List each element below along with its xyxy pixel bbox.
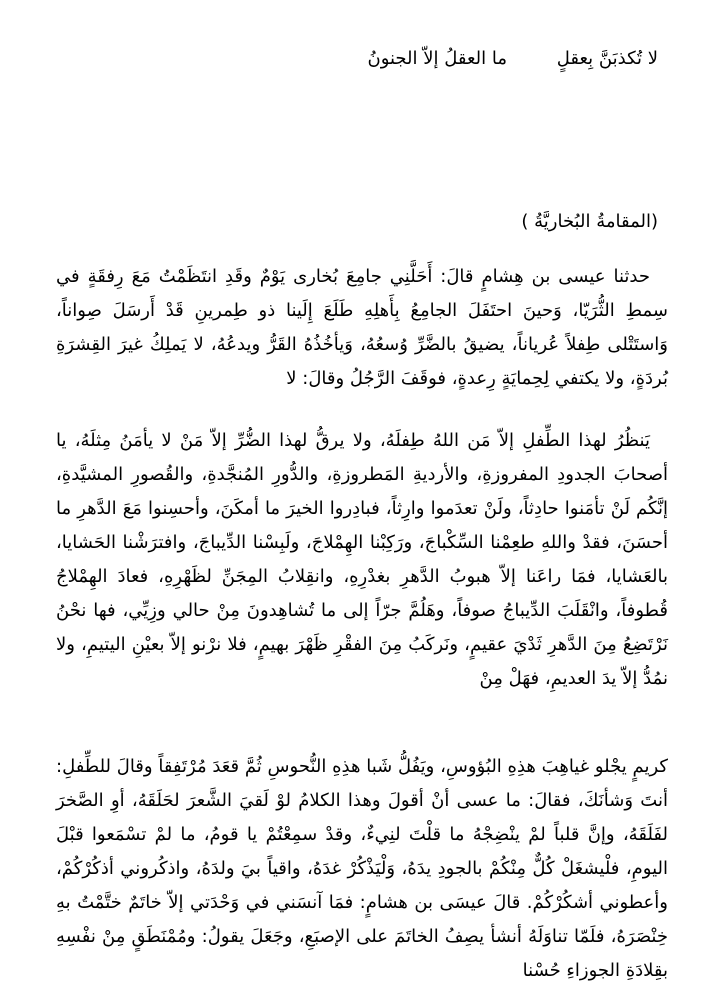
verse-second-hemistich: ما العقلُ إلاّ الجنونُ — [367, 48, 508, 69]
maqama-title: (المقامةُ البُخاريَّةُ ) — [521, 211, 658, 232]
opening-verse — [367, 44, 658, 74]
paragraph-3 — [56, 750, 668, 988]
paragraph-3-text: كريمٍ يجْلو غياهِبَ هذِهِ البُؤوسِ، ويَفُلُّ شَبا هذِهِ النُّحوسِ ثُمَّ قعَدَ مُرْتَفِقاً وقالَ للطِّفلِ: أنتَ وَشأنَكَ، فقالَ: ما عسى أنْ أقولَ وهذا الكلامُ لوْ لَقيَ الشَّعرَ لحَلَقَهُ، أوِ الصَّخرَ لفَلَقَهُ، وإنَّ قلباً لمْ ينْضِجْهُ ما قلْتَ لنِيءٌ، وقدْ سمِعْتُمْ يا قومُ، ما لمْ تسْمَعوا قبْلَ اليومِ، فلْيشغَلْ كُلٌّ مِنْكُمْ بالجودِ يدَهُ، وَلْيَذْكُرْ غدَهُ، واقياً بيَ ولدَهُ، واذكُروني أذكُرْكُمْ، وأعطوني أشكُرْكُمْ. قالَ عيسَى بن هشامٍ: فمَا آنسَني في وَحْدَتي إلاّ خاتَمٌ ختَّمْتُ بهِ خِنْصَرَهُ، فلَمّا تناوَلَهُ أنشأ يصِفُ الخاتَمَ على الإصبَعِ، وجَعَلَ يقولُ: ومُمْنَطَقٍ مِنْ نفْسِهِ بقِلادَةِ الجوزاءِ حُسْنا — [56, 756, 668, 981]
paragraph-1-text: حدثنا عيسى بن هِشامٍ قالَ: أَحَلَّنِي جامِعَ بُخارى يَوْمٌ وقَدِ انتَظَمْتُ مَعَ رِفقَةٍ في سِمطِ الثُّرَيّا، وَحينَ احتَفَلَ الجامِعُ بِأَهلِهِ طَلَعَ إِلَينا ذو طِمرينِ قَدْ أَرسَلَ صِواناً، وَاستَتْلى طِفلاً عُرياناً، يضيقُ بالضَّرِّ وُسعُهُ، وَيأخُذُهُ القَرُّ ويدعُهُ، لا يَملِكُ غيرَ القِشرَةِ بُردَةٍ، ولا يكتفي لِحِمايَةٍ رِعدةٍ، فوقَفَ الرَّجُلُ وقالَ: لا — [56, 266, 668, 389]
verse-first-hemistich: لا تُكذبَنَّ بِعقلٍ — [556, 48, 658, 69]
paragraph-2-text: يَنظُرُ لهذا الطِّفلِ إلاّ مَن اللهُ طِفلَهُ، ولا يرقُّ لهذا الضُّرِّ إلاّ مَنْ لا يأمَنُ مِثلَهُ، يا أصحابَ الجدودِ المفروزةِ، والأرديةِ المَطروزةِ، والدُّورِ المُنجَّدةِ، والقُصورِ المشيَّدةِ، إنَّكُم لَنْ تأمَنوا حادِثاً، ولَنْ تعدَموا وارِثاً، فبادِروا الخيرَ ما أمكَنَ، وأحسِنوا مَعَ الدَّهرِ ما أحسَنَ، فقدْ واللهِ طعِمْنا السِّكْباجَ، ورَكِبْنا الهِمْلاجَ، ولَبِسْنا الدِّيباجَ، وافترَشْنا الحَشايا، بالعَشايا، فمَا راعَنا إلاّ هبوبُ الدَّهرِ بغدْرِهِ، وانقِلابُ المِجَنِّ لظَهْرِهِ، فعادَ الهِمْلاجُ قُطوفاً، وانْقَلَبَ الدِّيباجُ صوفاً، وهَلُمَّ جرّاً إلى ما تُشاهِدونَ مِنْ حالي وزِيِّي، فها نحْنُ نَرْتَضِعُ مِنَ الدَّهرِ ثَدْيَ عقيمٍ، ونَركَبُ مِنَ الفقْرِ ظَهْرَ بهيمٍ، فلا نرْنو إلاّ بعيْنِ اليتيمِ، ولا نمُدُّ إلاّ يدَ العديمِ، فهَلْ مِنْ — [56, 430, 668, 689]
paragraph-2 — [56, 424, 668, 696]
paragraph-1 — [56, 260, 668, 396]
